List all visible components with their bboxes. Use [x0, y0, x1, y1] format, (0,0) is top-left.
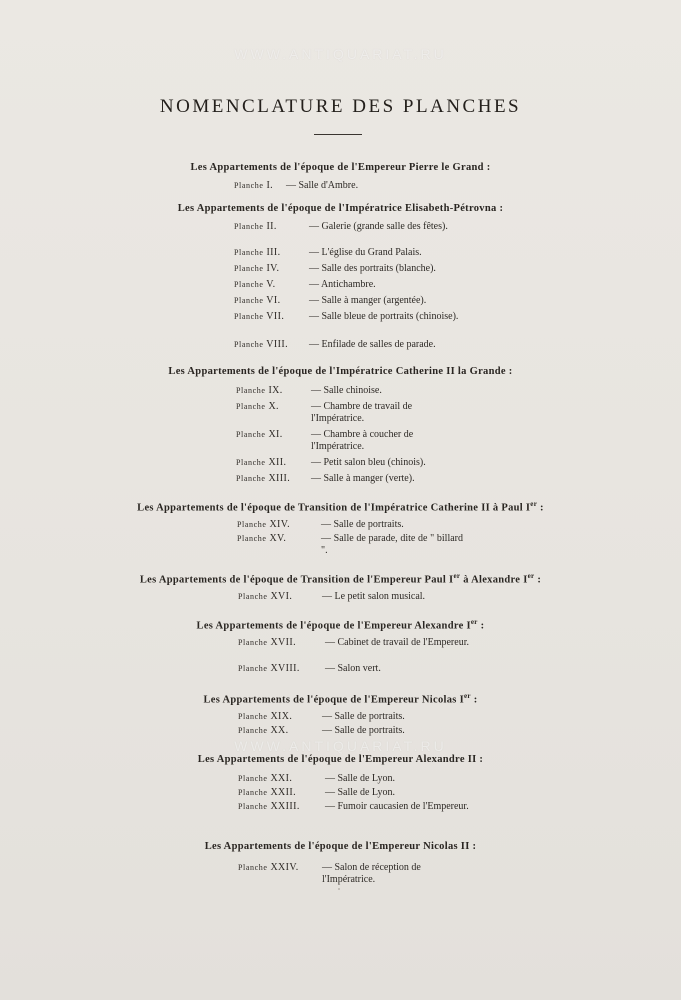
title-rule	[314, 134, 362, 135]
plate-text: — Salon de réception de l'Impératrice.	[322, 862, 421, 885]
plate-text: — Petit salon bleu (chinois).	[311, 457, 426, 468]
plate-text: — Le petit salon musical.	[322, 591, 426, 602]
plate-text: — Antichambre.	[309, 279, 376, 290]
plate-label: Planche XIV.	[237, 519, 291, 530]
plate-label: Planche XVIII.	[238, 663, 300, 674]
plate-text: — Galerie (grande salle des fêtes).	[309, 221, 448, 232]
section-heading-3: Les Appartements de l'époque de Transition de l'Impératrice Catherine II à Paul Ier :	[137, 500, 544, 514]
plate-label: Planche X.	[236, 401, 279, 412]
plate-text: — Salle de portraits.	[322, 725, 405, 736]
plate-text: — Salle de parade, dite de " billard ".	[321, 533, 463, 556]
section-heading-5: Les Appartements de l'époque de l'Empereur Alexandre Ier :	[196, 618, 485, 632]
plate-label: Planche I.	[234, 180, 274, 191]
section-heading-6: Les Appartements de l'époque de l'Empereur Nicolas Ier :	[203, 692, 478, 706]
plate-text: — Salon vert.	[325, 663, 381, 674]
plate-label: Planche XV.	[237, 533, 287, 544]
section-heading-4: Les Appartements de l'époque de Transition de l'Empereur Paul Ier à Alexandre Ier :	[139, 572, 542, 586]
plate-label: Planche XI.	[236, 429, 283, 440]
decorative-dot	[338, 888, 340, 890]
watermark-middle: WWW.ANTIQUARIAT.RU	[234, 738, 447, 754]
plate-text: — Fumoir caucasien de l'Empereur.	[325, 801, 469, 812]
plate-label: Planche XXII.	[238, 787, 297, 798]
plate-text: — Chambre à coucher de l'Impératrice.	[311, 429, 414, 452]
plate-label: Planche V.	[234, 279, 276, 290]
plate-label: Planche XIII.	[236, 473, 291, 484]
plate-text: — Chambre de travail de l'Impératrice.	[311, 401, 413, 424]
plate-label: Planche XVI.	[238, 591, 293, 602]
plate-text: — Salle d'Ambre.	[286, 180, 359, 191]
plate-label: Planche VIII.	[234, 339, 288, 350]
plate-label: Planche II.	[234, 221, 277, 232]
plate-label: Planche XIX.	[238, 711, 293, 722]
page-title: NOMENCLATURE DES PLANCHES	[159, 96, 522, 117]
section-heading-8: Les Appartements de l'époque de l'Empereur Nicolas II :	[204, 841, 477, 852]
plate-text: — Cabinet de travail de l'Empereur.	[325, 637, 469, 648]
plate-label: Planche XXI.	[238, 773, 293, 784]
plate-label: Planche XVII.	[238, 637, 297, 648]
plate-label: Planche III.	[234, 247, 281, 258]
section-heading-7: Les Appartements de l'époque de l'Empereur Alexandre II :	[197, 754, 484, 765]
plate-text: — L'église du Grand Palais.	[309, 247, 422, 258]
section-heading-0: Les Appartements de l'époque de l'Empereur Pierre le Grand :	[190, 162, 491, 173]
plate-text: — Salle de portraits.	[322, 711, 405, 722]
plate-label: Planche XXIII.	[238, 801, 300, 812]
plate-text: — Salle de Lyon.	[325, 787, 395, 798]
plate-text: — Salle bleue de portraits (chinoise).	[309, 311, 459, 322]
plate-label: Planche IV.	[234, 263, 280, 274]
plate-label: Planche XII.	[236, 457, 287, 468]
section-heading-1: Les Appartements de l'époque de l'Impératrice Elisabeth-Pétrovna :	[177, 203, 504, 214]
plate-label: Planche VII.	[234, 311, 285, 322]
section-heading-2: Les Appartements de l'époque de l'Impératrice Catherine II la Grande :	[168, 366, 513, 377]
plate-label: Planche VI.	[234, 295, 281, 306]
plate-text: — Salle des portraits (blanche).	[309, 263, 436, 274]
plate-text: — Salle à manger (argentée).	[309, 295, 427, 306]
plate-text: — Salle de portraits.	[321, 519, 404, 530]
plate-label: Planche XX.	[238, 725, 289, 736]
plate-text: — Enfilade de salles de parade.	[309, 339, 436, 350]
plate-text: — Salle de Lyon.	[325, 773, 395, 784]
plate-text: — Salle chinoise.	[311, 385, 382, 396]
plate-label: Planche IX.	[236, 385, 283, 396]
plate-label: Planche XXIV.	[238, 862, 299, 873]
watermark-top: WWW.ANTIQUARIAT.RU	[234, 46, 447, 62]
plate-text: — Salle à manger (verte).	[311, 473, 415, 484]
